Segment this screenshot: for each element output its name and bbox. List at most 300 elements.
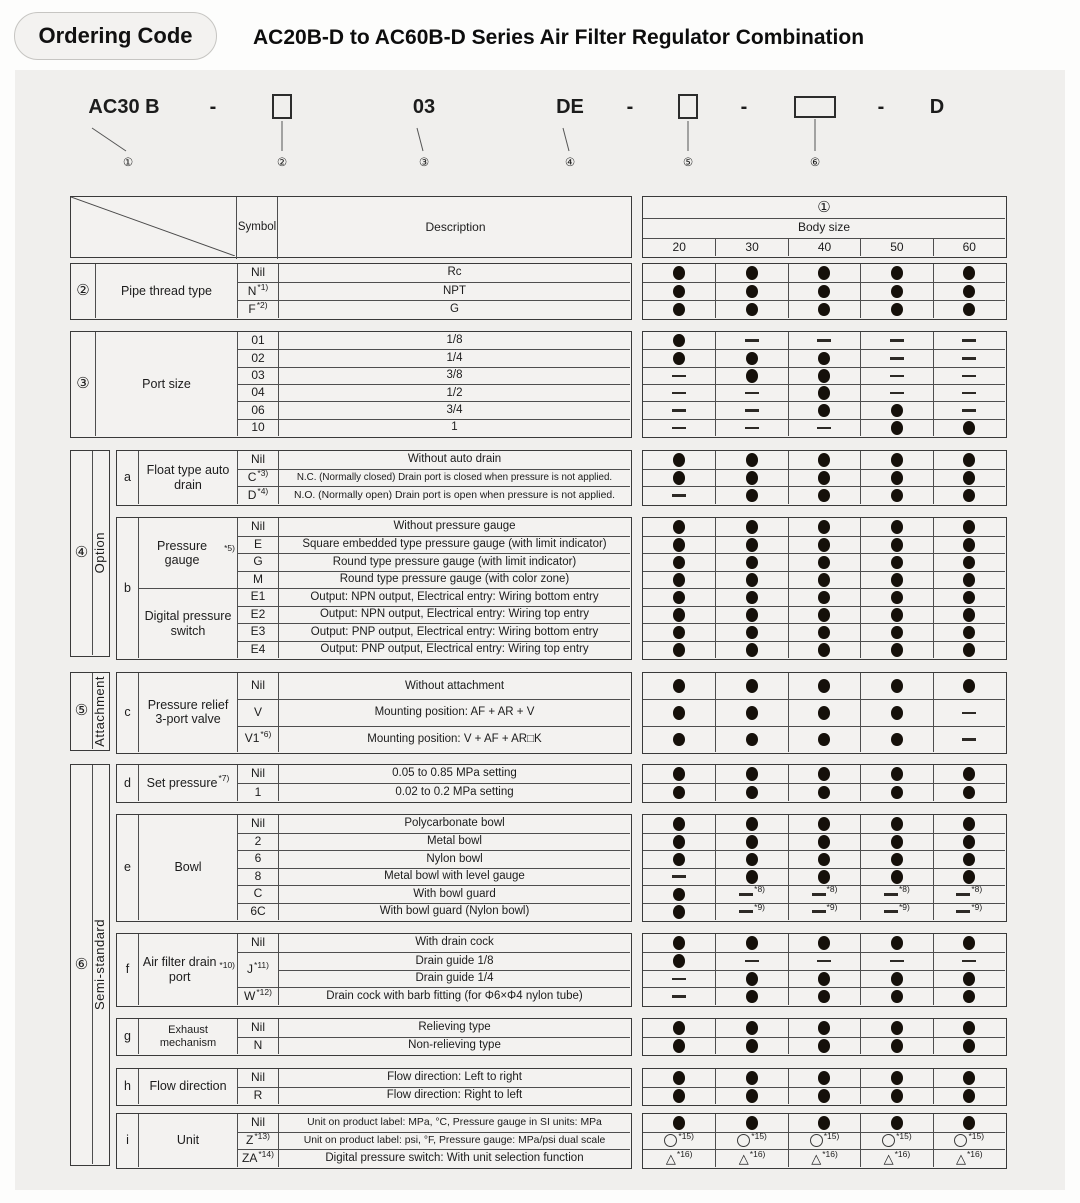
label: f [125,962,130,977]
availability-dot-icon [963,538,975,552]
not-available-dash-icon [962,712,976,715]
matrix-cell [643,699,715,725]
availability-dot-icon [746,1039,758,1053]
matrix-cell [933,641,1005,659]
availability-dot-icon [746,1071,758,1085]
availability-matrix [642,764,1007,803]
availability-dot-icon [891,853,903,867]
label: Metal bowl with level gauge [384,870,525,883]
label: Flow direction: Right to left [386,1089,523,1102]
footnote-ref: *4) [257,485,269,496]
matrix-cell [933,833,1005,851]
label: 01 [251,332,265,347]
availability-dot-icon [891,453,903,467]
not-available-dash-icon [962,409,976,412]
label: Exhaust mechanism [159,1023,217,1049]
desc-cell [278,952,630,970]
matrix-cell [933,401,1005,418]
matrix-cell [788,1019,860,1037]
footnote-ref: *8) [826,884,838,895]
matrix-cell [788,419,860,436]
not-available-dash-icon [962,738,976,741]
availability-dot-icon [673,954,685,968]
footnote-ref: *9) [898,901,910,912]
matrix-cell [788,451,860,469]
desc-cell [278,300,630,318]
not-available-dash-icon [739,910,753,913]
availability-dot-icon [818,556,830,570]
desc-cell [278,451,630,469]
matrix-cell [933,987,1005,1005]
symbol-cell [237,833,278,851]
availability-dot-icon [746,936,758,950]
availability-dot-icon [818,767,830,781]
matrix-cell [643,282,715,300]
matrix-cell [643,384,715,401]
bodysize-col-30 [715,238,787,256]
desc-cell [278,401,630,418]
matrix-cell [715,384,787,401]
matrix-cell [715,623,787,641]
label: DE [556,95,584,118]
label: With bowl guard (Nylon bowl) [379,905,530,918]
symbol-cell [237,952,278,988]
label: a [124,470,131,485]
availability-dot-icon [746,303,758,317]
matrix-cell [933,282,1005,300]
matrix-cell [933,1019,1005,1037]
availability-dot-icon [818,285,830,299]
symbol-cell [237,332,278,349]
desc-cell [278,623,630,641]
availability-dot-icon [673,266,685,280]
label: Pressure relief 3-port valve [147,698,229,727]
label: 0.02 to 0.2 MPa setting [395,785,514,798]
matrix-cell [860,349,932,366]
not-available-dash-icon [672,494,686,497]
matrix-cell [715,952,787,970]
matrix-cell [788,623,860,641]
matrix-cell [788,1132,860,1150]
label: Pressure gauge [157,538,208,567]
desc-cell [278,903,630,921]
availability-dot-icon [891,520,903,534]
label: Nil [251,678,265,693]
matrix-cell [788,885,860,903]
desc-cell [278,367,630,384]
matrix-cell [643,588,715,606]
label: 6 [254,851,262,866]
section-content-box [116,1113,632,1169]
label: - [626,95,634,118]
row-group-name [139,588,237,658]
availability-matrix [642,1018,1007,1056]
label: Z [246,1133,254,1148]
availability-dot-icon [891,404,903,418]
matrix-cell [643,332,715,349]
label: h [124,1079,131,1094]
not-available-dash-icon [890,375,904,378]
label: Description [425,220,486,235]
not-available-dash-icon [672,995,686,998]
label: NPT [443,284,466,297]
footnote-ref: *9) [826,901,838,912]
desc-cell [278,850,630,868]
matrix-cell [860,384,932,401]
symbol-cell [237,641,278,659]
row-group-name [96,264,237,318]
symbol-cell [237,673,278,699]
desc-cell [278,815,630,833]
matrix-cell [788,1114,860,1132]
matrix-cell [933,553,1005,571]
label: Bowl [174,860,202,875]
desc-cell [278,833,630,851]
matrix-cell [933,815,1005,833]
subsection-letter [117,673,139,752]
availability-dot-icon [891,626,903,640]
matrix-cell [860,553,932,571]
desc-cell [278,641,630,659]
matrix-cell [860,623,932,641]
section-vertical-label [93,765,108,1164]
label: Float type auto drain [146,463,230,492]
availability-dot-icon [818,573,830,587]
matrix-cell [715,553,787,571]
matrix-cell [643,1069,715,1087]
footnote-ref: *16) [966,1148,983,1159]
matrix-cell [860,726,932,752]
label: 6C [250,903,266,918]
desc-cell [278,1019,630,1037]
label: Square embedded type pressure gauge (with limit indicator) [302,538,607,551]
availability-dot-icon [818,303,830,317]
availability-dot-icon [673,706,685,720]
label: Without pressure gauge [393,520,516,533]
symbol-cell [237,850,278,868]
availability-dot-icon [963,421,975,435]
label: ② [76,282,90,300]
label: Nil [251,518,265,533]
conditional-triangle-icon: △ [955,1151,966,1167]
matrix-cell [715,815,787,833]
matrix-cell [860,765,932,783]
availability-dot-icon [673,285,685,299]
matrix-cell [715,903,787,921]
label: N [247,283,257,298]
footnote-ref: *9) [754,901,766,912]
availability-dot-icon [746,767,758,781]
availability-dot-icon [963,1039,975,1053]
matrix-cell [788,726,860,752]
matrix-cell [715,1114,787,1132]
row-group-name [139,934,237,1005]
label: Nil [251,265,265,280]
label: Nil [251,815,265,830]
symbol-cell [237,384,278,401]
footnote-ref: *16) [676,1148,693,1159]
not-available-dash-icon [739,893,753,896]
not-available-dash-icon [884,893,898,896]
matrix-cell [788,553,860,571]
label: ④ [74,544,89,562]
bodysize-col-20 [643,238,715,256]
matrix-cell [715,469,787,487]
matrix-cell [715,1019,787,1037]
matrix-cell [715,1069,787,1087]
matrix-cell [860,850,932,868]
subsection-letter [117,934,139,1005]
matrix-cell [788,699,860,725]
availability-dot-icon [818,591,830,605]
matrix-cell [860,469,932,487]
matrix-cell [933,536,1005,554]
footnote-ref: *16) [749,1148,766,1159]
bodysize-col-60 [933,238,1005,256]
availability-dot-icon [673,786,685,800]
matrix-cell [933,469,1005,487]
availability-dot-icon [963,936,975,950]
label: ⑥ [809,157,821,170]
matrix-cell [715,1132,787,1150]
availability-dot-icon [673,767,685,781]
matrix-cell [933,264,1005,282]
label: J [247,962,254,977]
matrix-cell [643,934,715,952]
availability-dot-icon [673,905,685,919]
symbol-cell [237,606,278,624]
matrix-cell [715,673,787,699]
label: N.C. (Normally closed) Drain port is closed when pressure is not applied. [296,472,613,484]
availability-dot-icon [963,643,975,657]
label: Relieving type [418,1021,491,1034]
matrix-cell [860,987,932,1005]
desc-cell [278,606,630,624]
subsection-letter [117,1069,139,1104]
availability-dot-icon [818,1071,830,1085]
matrix-cell [933,300,1005,318]
matrix-cell [860,1114,932,1132]
section-content-box [116,764,632,803]
label: Drain guide 1/4 [415,972,494,985]
availability-dot-icon [673,471,685,485]
label: V [253,705,262,720]
desc-cell [278,349,630,366]
matrix-cell [715,606,787,624]
availability-dot-icon [673,608,685,622]
not-available-dash-icon [672,392,686,395]
availability-dot-icon [891,591,903,605]
matrix-cell [643,419,715,436]
matrix-cell [643,765,715,783]
label: Air filter drain port [142,955,217,984]
label: Unit on product label: psi, °F, Pressure gauge: MPa/psi dual scale [303,1135,606,1146]
matrix-cell [715,588,787,606]
desc-cell [278,553,630,571]
desc-cell [278,1037,630,1055]
matrix-cell [933,934,1005,952]
label: c [124,705,131,720]
label: b [124,580,131,595]
desc-cell [278,970,630,988]
availability-dot-icon [891,421,903,435]
label: 30 [745,239,759,254]
not-available-dash-icon [884,910,898,913]
symbol-cell [237,1087,278,1105]
availability-matrix [642,517,1007,660]
desc-cell [278,783,630,801]
desc-cell [278,588,630,606]
matrix-cell [933,571,1005,589]
availability-dot-icon [963,266,975,280]
desc-cell [278,699,630,725]
matrix-cell [643,726,715,752]
symbol-cell [237,868,278,886]
row-group-name [139,673,237,752]
matrix-cell [715,850,787,868]
not-available-dash-icon [672,427,686,430]
availability-matrix [642,263,1007,320]
matrix-cell [715,726,787,752]
matrix-cell [643,349,715,366]
availability-dot-icon [818,1116,830,1130]
matrix-cell [860,1149,932,1167]
desc-cell [278,536,630,554]
availability-dot-icon [818,1089,830,1103]
not-available-dash-icon [817,960,831,963]
availability-dot-icon [891,990,903,1004]
matrix-cell [933,1087,1005,1105]
availability-dot-icon [963,786,975,800]
label: Round type pressure gauge (with limit indicator) [332,555,577,568]
label: Digital pressure switch [144,609,232,638]
matrix-cell [860,641,932,659]
matrix-cell [788,1069,860,1087]
label: Digital pressure switch: With unit selection function [325,1152,584,1165]
label: 1 [451,421,458,434]
matrix-cell [860,518,932,536]
label: ZA [242,1150,258,1165]
matrix-cell [860,903,932,921]
matrix-cell [715,332,787,349]
matrix-cell [788,282,860,300]
availability-dot-icon [746,990,758,1004]
not-available-dash-icon [890,357,904,360]
availability-dot-icon [746,706,758,720]
section-5-label-box [70,672,110,751]
subsection-letter [117,1019,139,1054]
section-content-box [116,1018,632,1056]
matrix-cell [860,536,932,554]
matrix-cell [860,367,932,384]
symbol-cell [237,469,278,487]
desc-cell [278,282,630,300]
matrix-cell [715,349,787,366]
label: 1/4 [446,351,463,364]
row-group-name [139,518,237,588]
label: M [253,571,263,586]
availability-dot-icon [891,608,903,622]
conditional-circle-icon [882,1134,895,1147]
not-available-dash-icon [745,409,759,412]
matrix-cell [715,1087,787,1105]
footnote-ref: *15) [751,1131,767,1142]
symbol-cell [237,885,278,903]
label: ③ [76,375,90,393]
conditional-circle-icon [737,1134,750,1147]
availability-dot-icon [818,786,830,800]
matrix-cell [788,952,860,970]
footnote-ref: *7) [218,773,230,784]
matrix-cell [933,726,1005,752]
availability-dot-icon [963,870,975,884]
matrix-cell [715,987,787,1005]
conditional-triangle-icon: △ [738,1151,749,1167]
label: Mounting position: V + AF + AR□K [367,732,542,745]
availability-dot-icon [891,936,903,950]
label: Mounting position: AF + AR + V [374,706,535,719]
matrix-cell [715,970,787,988]
matrix-cell [860,282,932,300]
matrix-cell [788,833,860,851]
matrix-cell [643,1019,715,1037]
symbol-cell [237,726,278,752]
matrix-cell [788,1149,860,1167]
matrix-cell [643,673,715,699]
availability-dot-icon [673,453,685,467]
availability-dot-icon [746,1021,758,1035]
symbol-cell [237,1069,278,1087]
label: 10 [251,419,265,434]
section-number [71,264,96,318]
desc-cell [278,868,630,886]
availability-dot-icon [818,817,830,831]
availability-dot-icon [746,733,758,747]
matrix-cell [788,536,860,554]
availability-dot-icon [746,643,758,657]
symbol-cell [237,815,278,833]
matrix-cell [788,934,860,952]
matrix-cell [643,987,715,1005]
matrix-cell [715,300,787,318]
availability-dot-icon [818,471,830,485]
matrix-cell [788,384,860,401]
availability-dot-icon [963,608,975,622]
availability-dot-icon [746,1116,758,1130]
matrix-cell [643,1149,715,1167]
matrix-cell [860,419,932,436]
availability-dot-icon [891,556,903,570]
label: 60 [962,239,976,254]
row-group-name [139,815,237,920]
symbol-cell [237,300,278,318]
availability-dot-icon [746,471,758,485]
matrix-cell [860,868,932,886]
matrix-cell [860,783,932,801]
availability-dot-icon [746,591,758,605]
symbol-cell [237,419,278,436]
section-vertical-label-text: Semi-standard [92,918,108,1011]
label: N [253,1037,263,1052]
label: Nil [251,1069,265,1084]
availability-dot-icon [818,626,830,640]
matrix-cell [860,952,932,970]
availability-dot-icon [673,626,685,640]
availability-dot-icon [891,1039,903,1053]
matrix-cell [788,1087,860,1105]
label: Body size [797,220,851,235]
label: Output: NPN output, Electrical entry: Wiring bottom entry [310,590,599,603]
